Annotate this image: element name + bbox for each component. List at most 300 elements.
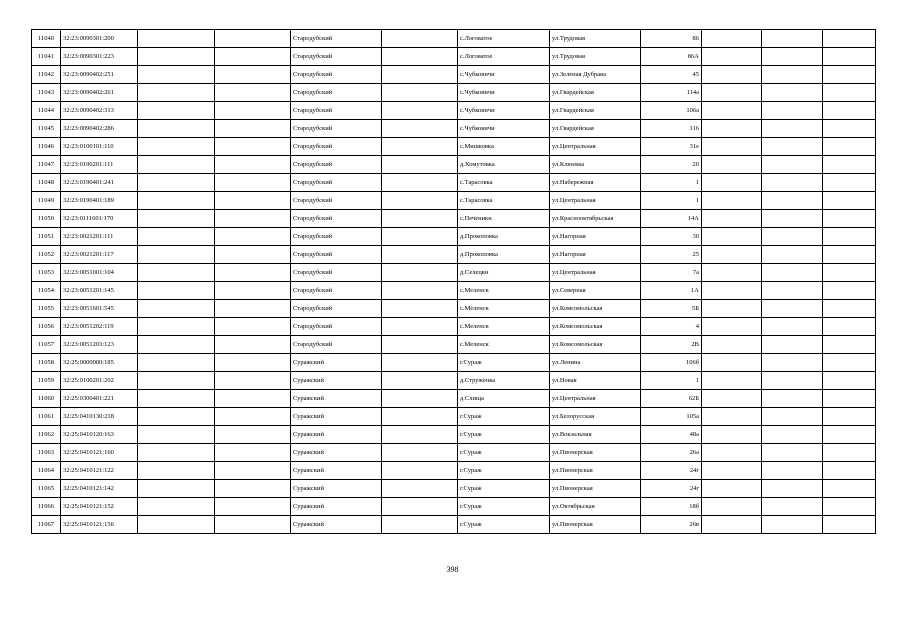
cadastral-number-cell: 32:25:0410120:163 xyxy=(61,426,138,444)
district-cell: Суражский xyxy=(291,516,382,534)
house-number-cell: 31е xyxy=(641,138,702,156)
empty-cell xyxy=(702,84,762,102)
row-number-cell: 11054 xyxy=(32,282,61,300)
table-row xyxy=(32,138,876,156)
street-cell: ул.Комсомольская xyxy=(550,318,641,336)
empty-cell xyxy=(215,354,291,372)
table-row xyxy=(32,174,876,192)
empty-cell xyxy=(823,228,876,246)
empty-cell xyxy=(702,174,762,192)
empty-cell xyxy=(138,336,215,354)
locality-cell: д.Струженка xyxy=(458,372,550,390)
house-number-cell: 106а xyxy=(641,102,702,120)
empty-cell xyxy=(702,426,762,444)
empty-cell xyxy=(138,264,215,282)
cadastral-number-cell: 32:23:0090402:251 xyxy=(61,66,138,84)
street-cell: ул.Комсомольская xyxy=(550,300,641,318)
empty-cell xyxy=(823,480,876,498)
locality-cell: г.Сураж xyxy=(458,426,550,444)
table-row xyxy=(32,282,876,300)
empty-cell xyxy=(382,408,458,426)
cadastral-number-cell: 32:23:0051202:119 xyxy=(61,318,138,336)
empty-cell xyxy=(823,84,876,102)
empty-cell xyxy=(762,408,823,426)
empty-cell xyxy=(382,174,458,192)
table-body xyxy=(32,30,876,534)
empty-cell xyxy=(823,372,876,390)
house-number-cell: 4 xyxy=(641,318,702,336)
empty-cell xyxy=(382,66,458,84)
cadastral-number-cell: 32:25:0300401:221 xyxy=(61,390,138,408)
empty-cell xyxy=(138,480,215,498)
cadastral-number-cell: 32:23:0021201:117 xyxy=(61,246,138,264)
house-number-cell: 5Б xyxy=(641,300,702,318)
cadastral-number-cell: 32:23:0190401:241 xyxy=(61,174,138,192)
empty-cell xyxy=(762,138,823,156)
row-number-cell: 11043 xyxy=(32,84,61,102)
row-number-cell: 11049 xyxy=(32,192,61,210)
empty-cell xyxy=(702,120,762,138)
table-row xyxy=(32,300,876,318)
empty-cell xyxy=(138,354,215,372)
street-cell: ул.Пионерская xyxy=(550,444,641,462)
street-cell: ул.Краснооктябрьская xyxy=(550,210,641,228)
house-number-cell: 116 xyxy=(641,120,702,138)
table-row xyxy=(32,390,876,408)
empty-cell xyxy=(382,300,458,318)
empty-cell xyxy=(382,246,458,264)
empty-cell xyxy=(382,228,458,246)
cadastral-number-cell: 32:23:0111601:170 xyxy=(61,210,138,228)
empty-cell xyxy=(823,48,876,66)
cadastral-number-cell: 32:25:0410121:122 xyxy=(61,462,138,480)
locality-cell: с.Меленск xyxy=(458,282,550,300)
empty-cell xyxy=(138,66,215,84)
street-cell: ул.Трудовая xyxy=(550,48,641,66)
house-number-cell: 25 xyxy=(641,246,702,264)
empty-cell xyxy=(215,318,291,336)
locality-cell: с.Тарасовка xyxy=(458,174,550,192)
empty-cell xyxy=(702,264,762,282)
empty-cell xyxy=(762,354,823,372)
empty-cell xyxy=(702,318,762,336)
house-number-cell: 2В xyxy=(641,336,702,354)
table-row xyxy=(32,228,876,246)
house-number-cell: 1 xyxy=(641,372,702,390)
district-cell: Стародубский xyxy=(291,336,382,354)
registry-sheet xyxy=(31,29,876,534)
locality-cell: с.Логоватое xyxy=(458,48,550,66)
street-cell: ул.Пионерская xyxy=(550,516,641,534)
district-cell: Суражский xyxy=(291,372,382,390)
table-row xyxy=(32,48,876,66)
empty-cell xyxy=(138,426,215,444)
cadastral-number-cell: 32:25:0410121:156 xyxy=(61,516,138,534)
street-cell: ул.Нагорная xyxy=(550,246,641,264)
cadastral-number-cell: 32:23:0090301:223 xyxy=(61,48,138,66)
district-cell: Стародубский xyxy=(291,264,382,282)
locality-cell: с.Чубковичи xyxy=(458,120,550,138)
empty-cell xyxy=(215,336,291,354)
row-number-cell: 11041 xyxy=(32,48,61,66)
locality-cell: г.Сураж xyxy=(458,498,550,516)
house-number-cell: 62Б xyxy=(641,390,702,408)
empty-cell xyxy=(215,30,291,48)
district-cell: Суражский xyxy=(291,390,382,408)
empty-cell xyxy=(138,48,215,66)
district-cell: Стародубский xyxy=(291,66,382,84)
empty-cell xyxy=(215,408,291,426)
empty-cell xyxy=(138,318,215,336)
house-number-cell: 45 xyxy=(641,66,702,84)
table-row xyxy=(32,354,876,372)
empty-cell xyxy=(762,444,823,462)
empty-cell xyxy=(762,372,823,390)
locality-cell: с.Мишковка xyxy=(458,138,550,156)
empty-cell xyxy=(762,84,823,102)
empty-cell xyxy=(215,228,291,246)
empty-cell xyxy=(702,138,762,156)
street-cell: ул.Зеленая Дубрава xyxy=(550,66,641,84)
house-number-cell: 18б xyxy=(641,498,702,516)
locality-cell: с.Чубковичи xyxy=(458,66,550,84)
row-number-cell: 11048 xyxy=(32,174,61,192)
empty-cell xyxy=(382,462,458,480)
empty-cell xyxy=(215,138,291,156)
empty-cell xyxy=(382,318,458,336)
empty-cell xyxy=(215,156,291,174)
house-number-cell: 14А xyxy=(641,210,702,228)
empty-cell xyxy=(215,246,291,264)
locality-cell: д.Селецкн xyxy=(458,264,550,282)
cadastral-number-cell: 32:23:0051203:123 xyxy=(61,336,138,354)
empty-cell xyxy=(215,192,291,210)
empty-cell xyxy=(823,426,876,444)
locality-cell: с.Печеники xyxy=(458,210,550,228)
table-row xyxy=(32,84,876,102)
empty-cell xyxy=(762,264,823,282)
house-number-cell: 7а xyxy=(641,264,702,282)
cadastral-number-cell: 32:23:0090402:261 xyxy=(61,84,138,102)
empty-cell xyxy=(762,318,823,336)
empty-cell xyxy=(215,48,291,66)
empty-cell xyxy=(823,210,876,228)
house-number-cell: 20 xyxy=(641,156,702,174)
street-cell: ул.Октябрьская xyxy=(550,498,641,516)
empty-cell xyxy=(215,264,291,282)
empty-cell xyxy=(382,444,458,462)
empty-cell xyxy=(138,408,215,426)
empty-cell xyxy=(702,408,762,426)
locality-cell: г.Сураж xyxy=(458,444,550,462)
district-cell: Стародубский xyxy=(291,246,382,264)
empty-cell xyxy=(702,66,762,84)
table-row xyxy=(32,372,876,390)
locality-cell: с.Логоватое xyxy=(458,30,550,48)
table-row xyxy=(32,264,876,282)
district-cell: Суражский xyxy=(291,480,382,498)
empty-cell xyxy=(823,120,876,138)
empty-cell xyxy=(762,282,823,300)
empty-cell xyxy=(215,84,291,102)
cadastral-number-cell: 32:25:0410121:152 xyxy=(61,498,138,516)
empty-cell xyxy=(823,246,876,264)
district-cell: Стародубский xyxy=(291,156,382,174)
street-cell: ул.Новая xyxy=(550,372,641,390)
empty-cell xyxy=(215,174,291,192)
empty-cell xyxy=(138,444,215,462)
locality-cell: д.Хомутовка xyxy=(458,156,550,174)
empty-cell xyxy=(823,282,876,300)
street-cell: ул.Центральная xyxy=(550,264,641,282)
cadastral-number-cell: 32:25:0000000:185 xyxy=(61,354,138,372)
empty-cell xyxy=(138,156,215,174)
district-cell: Стародубский xyxy=(291,282,382,300)
row-number-cell: 11060 xyxy=(32,390,61,408)
empty-cell xyxy=(215,210,291,228)
house-number-cell: 1 xyxy=(641,174,702,192)
empty-cell xyxy=(215,282,291,300)
cadastral-number-cell: 32:23:0051001:104 xyxy=(61,264,138,282)
empty-cell xyxy=(823,498,876,516)
empty-cell xyxy=(138,282,215,300)
house-number-cell: 24г xyxy=(641,480,702,498)
house-number-cell: 114а xyxy=(641,84,702,102)
table-row xyxy=(32,66,876,84)
empty-cell xyxy=(382,282,458,300)
empty-cell xyxy=(138,300,215,318)
empty-cell xyxy=(762,336,823,354)
cadastral-number-cell: 32:25:0410121:160 xyxy=(61,444,138,462)
empty-cell xyxy=(702,30,762,48)
empty-cell xyxy=(823,354,876,372)
empty-cell xyxy=(762,156,823,174)
locality-cell: г.Сураж xyxy=(458,462,550,480)
empty-cell xyxy=(823,516,876,534)
empty-cell xyxy=(215,426,291,444)
empty-cell xyxy=(138,102,215,120)
empty-cell xyxy=(702,516,762,534)
empty-cell xyxy=(823,192,876,210)
empty-cell xyxy=(382,102,458,120)
table-row xyxy=(32,192,876,210)
row-number-cell: 11061 xyxy=(32,408,61,426)
cadastral-number-cell: 32:25:0410121:142 xyxy=(61,480,138,498)
empty-cell xyxy=(215,444,291,462)
street-cell: ул.Центральная xyxy=(550,138,641,156)
empty-cell xyxy=(215,480,291,498)
empty-cell xyxy=(702,372,762,390)
cadastral-number-cell: 32:23:0021201:111 xyxy=(61,228,138,246)
empty-cell xyxy=(215,516,291,534)
house-number-cell: 1 xyxy=(641,192,702,210)
empty-cell xyxy=(762,30,823,48)
table-row xyxy=(32,102,876,120)
empty-cell xyxy=(138,516,215,534)
district-cell: Стародубский xyxy=(291,192,382,210)
table-row xyxy=(32,156,876,174)
street-cell: ул.Клюевка xyxy=(550,156,641,174)
row-number-cell: 11058 xyxy=(32,354,61,372)
empty-cell xyxy=(702,300,762,318)
empty-cell xyxy=(762,498,823,516)
empty-cell xyxy=(823,174,876,192)
empty-cell xyxy=(823,390,876,408)
house-number-cell: 1А xyxy=(641,282,702,300)
locality-cell: г.Сураж xyxy=(458,354,550,372)
row-number-cell: 11066 xyxy=(32,498,61,516)
empty-cell xyxy=(762,390,823,408)
house-number-cell: 24г xyxy=(641,462,702,480)
empty-cell xyxy=(823,408,876,426)
empty-cell xyxy=(138,390,215,408)
empty-cell xyxy=(762,516,823,534)
empty-cell xyxy=(702,462,762,480)
row-number-cell: 11056 xyxy=(32,318,61,336)
street-cell: ул.Центральная xyxy=(550,192,641,210)
empty-cell xyxy=(762,192,823,210)
locality-cell: г.Сураж xyxy=(458,516,550,534)
empty-cell xyxy=(382,516,458,534)
table-row xyxy=(32,246,876,264)
empty-cell xyxy=(138,138,215,156)
locality-cell: д.Прокоповка xyxy=(458,246,550,264)
empty-cell xyxy=(702,444,762,462)
district-cell: Стародубский xyxy=(291,300,382,318)
house-number-cell: 48а xyxy=(641,426,702,444)
empty-cell xyxy=(382,192,458,210)
empty-cell xyxy=(138,498,215,516)
empty-cell xyxy=(382,480,458,498)
cadastral-number-cell: 32:23:0100101:110 xyxy=(61,138,138,156)
house-number-cell: 106б xyxy=(641,354,702,372)
row-number-cell: 11057 xyxy=(32,336,61,354)
street-cell: ул.Белорусская xyxy=(550,408,641,426)
cadastral-number-cell: 32:23:0051201:145 xyxy=(61,282,138,300)
empty-cell xyxy=(762,210,823,228)
empty-cell xyxy=(702,390,762,408)
house-number-cell: 86А xyxy=(641,48,702,66)
empty-cell xyxy=(138,120,215,138)
cadastral-number-cell: 32:23:0090301:200 xyxy=(61,30,138,48)
empty-cell xyxy=(762,174,823,192)
locality-cell: с.Меленск xyxy=(458,300,550,318)
row-number-cell: 11044 xyxy=(32,102,61,120)
street-cell: ул.Гвардейская xyxy=(550,120,641,138)
row-number-cell: 11051 xyxy=(32,228,61,246)
street-cell: ул.Пионерская xyxy=(550,480,641,498)
empty-cell xyxy=(823,336,876,354)
empty-cell xyxy=(138,30,215,48)
district-cell: Стародубский xyxy=(291,48,382,66)
table-row xyxy=(32,462,876,480)
street-cell: ул.Северная xyxy=(550,282,641,300)
locality-cell: с.Тарасовка xyxy=(458,192,550,210)
table-row xyxy=(32,516,876,534)
empty-cell xyxy=(138,246,215,264)
empty-cell xyxy=(702,156,762,174)
street-cell: ул.Нагорная xyxy=(550,228,641,246)
cadastral-number-cell: 32:23:0190201:111 xyxy=(61,156,138,174)
empty-cell xyxy=(382,156,458,174)
table-row xyxy=(32,444,876,462)
house-number-cell: 105а xyxy=(641,408,702,426)
row-number-cell: 11059 xyxy=(32,372,61,390)
empty-cell xyxy=(215,102,291,120)
row-number-cell: 11040 xyxy=(32,30,61,48)
row-number-cell: 11046 xyxy=(32,138,61,156)
district-cell: Суражский xyxy=(291,444,382,462)
district-cell: Суражский xyxy=(291,354,382,372)
empty-cell xyxy=(702,282,762,300)
empty-cell xyxy=(215,390,291,408)
street-cell: ул.Центральная xyxy=(550,390,641,408)
district-cell: Суражский xyxy=(291,426,382,444)
empty-cell xyxy=(382,354,458,372)
table-row xyxy=(32,210,876,228)
empty-cell xyxy=(382,210,458,228)
table-row xyxy=(32,318,876,336)
page-number: 398 xyxy=(446,565,459,574)
row-number-cell: 11065 xyxy=(32,480,61,498)
empty-cell xyxy=(215,462,291,480)
locality-cell: д.Прокоповка xyxy=(458,228,550,246)
empty-cell xyxy=(215,498,291,516)
district-cell: Суражский xyxy=(291,408,382,426)
district-cell: Суражский xyxy=(291,462,382,480)
row-number-cell: 11055 xyxy=(32,300,61,318)
empty-cell xyxy=(823,30,876,48)
house-number-cell: 86 xyxy=(641,30,702,48)
empty-cell xyxy=(702,102,762,120)
locality-cell: г.Сураж xyxy=(458,408,550,426)
empty-cell xyxy=(382,372,458,390)
empty-cell xyxy=(702,336,762,354)
district-cell: Стародубский xyxy=(291,120,382,138)
empty-cell xyxy=(215,120,291,138)
house-number-cell: 26а xyxy=(641,444,702,462)
empty-cell xyxy=(762,480,823,498)
empty-cell xyxy=(382,84,458,102)
district-cell: Суражский xyxy=(291,498,382,516)
empty-cell xyxy=(382,120,458,138)
row-number-cell: 11042 xyxy=(32,66,61,84)
empty-cell xyxy=(702,228,762,246)
empty-cell xyxy=(762,48,823,66)
row-number-cell: 11052 xyxy=(32,246,61,264)
house-number-cell: 30 xyxy=(641,228,702,246)
district-cell: Стародубский xyxy=(291,228,382,246)
district-cell: Стародубский xyxy=(291,318,382,336)
empty-cell xyxy=(702,192,762,210)
table-row xyxy=(32,30,876,48)
empty-cell xyxy=(762,228,823,246)
row-number-cell: 11067 xyxy=(32,516,61,534)
empty-cell xyxy=(138,210,215,228)
empty-cell xyxy=(382,48,458,66)
table-row xyxy=(32,408,876,426)
empty-cell xyxy=(702,480,762,498)
locality-cell: с.Меленск xyxy=(458,336,550,354)
cadastral-number-cell: 32:23:0190401:189 xyxy=(61,192,138,210)
street-cell: ул.Гвардейская xyxy=(550,102,641,120)
empty-cell xyxy=(382,138,458,156)
empty-cell xyxy=(382,30,458,48)
table-row xyxy=(32,498,876,516)
empty-cell xyxy=(215,372,291,390)
property-table xyxy=(31,29,876,534)
locality-cell: с.Чубковичи xyxy=(458,102,550,120)
